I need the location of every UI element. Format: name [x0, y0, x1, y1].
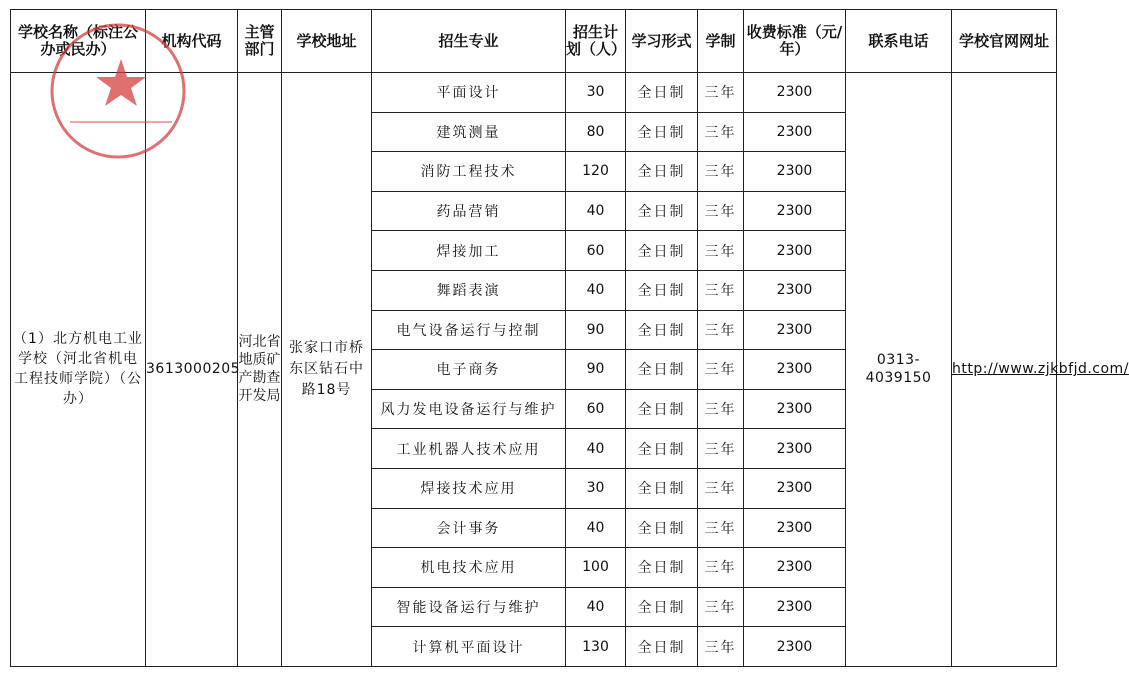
major-cell: 电子商务 [372, 350, 566, 390]
duration-cell: 三年 [698, 468, 744, 508]
enrollment-table-sheet [10, 9, 1129, 675]
major-cell: 平面设计 [372, 73, 566, 113]
mode-cell: 全日制 [626, 587, 698, 627]
major-cell: 药品营销 [372, 191, 566, 231]
major-cell: 会计事务 [372, 508, 566, 548]
duration-cell: 三年 [698, 231, 744, 271]
duration-cell: 三年 [698, 310, 744, 350]
mode-cell: 全日制 [626, 389, 698, 429]
org-code-cell: 3613000205 [146, 73, 238, 667]
fee-cell: 2300 [744, 548, 846, 588]
plan-cell: 40 [566, 270, 626, 310]
major-cell: 建筑测量 [372, 112, 566, 152]
major-cell: 工业机器人技术应用 [372, 429, 566, 469]
major-cell: 风力发电设备运行与维护 [372, 389, 566, 429]
plan-cell: 30 [566, 73, 626, 113]
fee-cell: 2300 [744, 587, 846, 627]
phone-cell: 0313-4039150 [846, 73, 952, 667]
school-name-cell: （1）北方机电工业学校（河北省机电工程技师学院）（公办） [11, 73, 146, 667]
header-org-code: 机构代码 [146, 10, 238, 73]
mode-cell: 全日制 [626, 191, 698, 231]
duration-cell: 三年 [698, 627, 744, 667]
fee-cell: 2300 [744, 152, 846, 192]
plan-cell: 40 [566, 191, 626, 231]
plan-cell: 40 [566, 508, 626, 548]
mode-cell: 全日制 [626, 152, 698, 192]
website-cell [952, 73, 1129, 667]
mode-cell: 全日制 [626, 468, 698, 508]
fee-cell: 2300 [744, 429, 846, 469]
header-website: 学校官网网址 [952, 10, 1057, 73]
mode-cell: 全日制 [626, 429, 698, 469]
header-fee: 收费标准（元/年） [744, 10, 846, 73]
fee-cell: 2300 [744, 231, 846, 271]
header-address: 学校地址 [282, 10, 372, 73]
header-mode: 学习形式 [626, 10, 698, 73]
mode-cell: 全日制 [626, 350, 698, 390]
dept-cell: 河北省地质矿产勘查开发局 [238, 73, 282, 667]
header-dept: 主管部门 [238, 10, 282, 73]
plan-cell: 120 [566, 152, 626, 192]
fee-cell: 2300 [744, 310, 846, 350]
major-cell: 智能设备运行与维护 [372, 587, 566, 627]
address-cell: 张家口市桥东区钻石中路18号 [282, 73, 372, 667]
table-body [11, 73, 1129, 667]
plan-cell: 90 [566, 350, 626, 390]
website-link[interactable]: http://www.zjkbfjd.com/ [952, 361, 1129, 378]
mode-cell: 全日制 [626, 73, 698, 113]
plan-cell: 40 [566, 429, 626, 469]
duration-cell: 三年 [698, 270, 744, 310]
duration-cell: 三年 [698, 191, 744, 231]
header-plan: 招生计划（人） [566, 10, 626, 73]
major-cell: 机电技术应用 [372, 548, 566, 588]
major-cell: 计算机平面设计 [372, 627, 566, 667]
major-cell: 焊接技术应用 [372, 468, 566, 508]
mode-cell: 全日制 [626, 310, 698, 350]
duration-cell: 三年 [698, 73, 744, 113]
duration-cell: 三年 [698, 112, 744, 152]
mode-cell: 全日制 [626, 627, 698, 667]
fee-cell: 2300 [744, 627, 846, 667]
duration-cell: 三年 [698, 587, 744, 627]
major-cell: 焊接加工 [372, 231, 566, 271]
plan-cell: 60 [566, 389, 626, 429]
fee-cell: 2300 [744, 270, 846, 310]
header-row [11, 10, 1057, 73]
duration-cell: 三年 [698, 508, 744, 548]
fee-cell: 2300 [744, 508, 846, 548]
plan-cell: 60 [566, 231, 626, 271]
plan-cell: 30 [566, 468, 626, 508]
duration-cell: 三年 [698, 152, 744, 192]
duration-cell: 三年 [698, 389, 744, 429]
duration-cell: 三年 [698, 548, 744, 588]
fee-cell: 2300 [744, 112, 846, 152]
fee-cell: 2300 [744, 389, 846, 429]
header-major: 招生专业 [372, 10, 566, 73]
fee-cell: 2300 [744, 191, 846, 231]
major-cell: 舞蹈表演 [372, 270, 566, 310]
fee-cell: 2300 [744, 73, 846, 113]
fee-cell: 2300 [744, 468, 846, 508]
mode-cell: 全日制 [626, 270, 698, 310]
plan-cell: 40 [566, 587, 626, 627]
major-cell: 电气设备运行与控制 [372, 310, 566, 350]
mode-cell: 全日制 [626, 231, 698, 271]
mode-cell: 全日制 [626, 548, 698, 588]
table-row [11, 73, 1057, 113]
header-duration: 学制 [698, 10, 744, 73]
plan-cell: 80 [566, 112, 626, 152]
enrollment-table [10, 9, 1129, 667]
fee-cell: 2300 [744, 350, 846, 390]
header-phone: 联系电话 [846, 10, 952, 73]
header-school-name: 学校名称（标注公办或民办） [11, 10, 146, 73]
duration-cell: 三年 [698, 350, 744, 390]
plan-cell: 90 [566, 310, 626, 350]
duration-cell: 三年 [698, 429, 744, 469]
major-cell: 消防工程技术 [372, 152, 566, 192]
plan-cell: 100 [566, 548, 626, 588]
plan-cell: 130 [566, 627, 626, 667]
mode-cell: 全日制 [626, 112, 698, 152]
mode-cell: 全日制 [626, 508, 698, 548]
